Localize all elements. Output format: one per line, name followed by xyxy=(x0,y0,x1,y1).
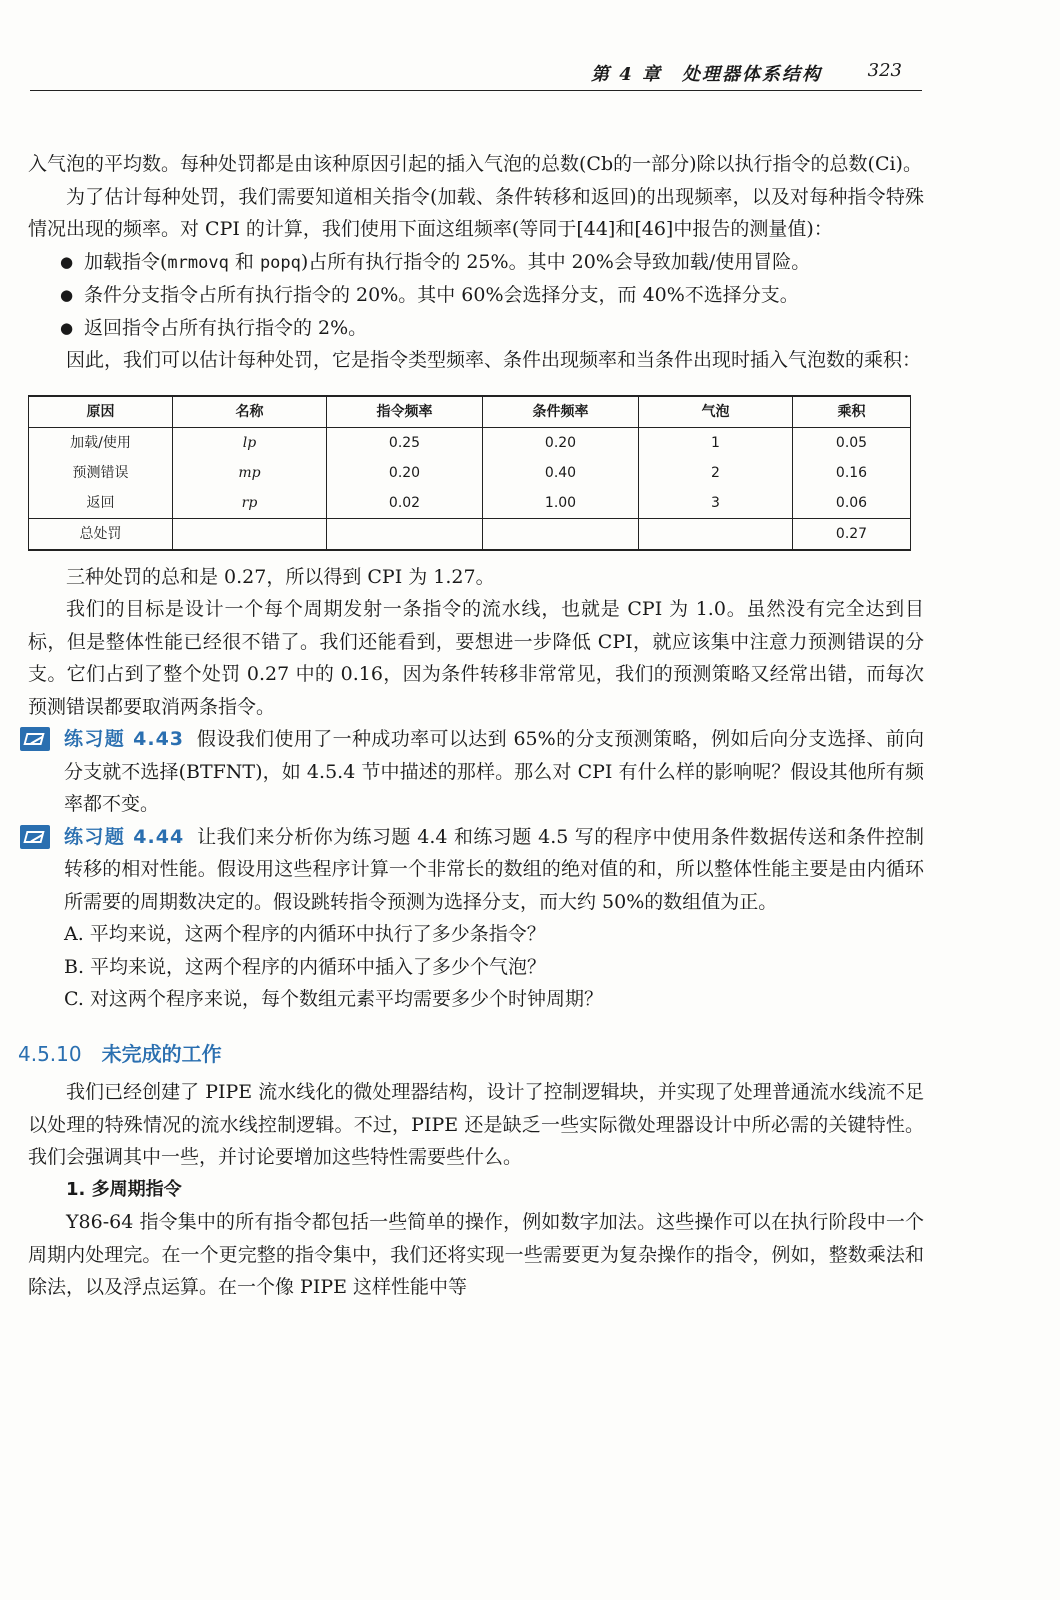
table-row xyxy=(29,427,911,458)
bullet-text: )占所有执行指令的 25%。其中 20%会导致加载/使用冒险。 xyxy=(300,250,811,273)
cell-cause: 预测错误 xyxy=(29,458,173,488)
cell-empty xyxy=(639,518,793,550)
penalty-table xyxy=(28,395,911,551)
page-body xyxy=(18,148,925,1304)
cell-cause: 返回 xyxy=(29,488,173,519)
cell-product: 0.05 xyxy=(793,427,911,458)
list-item xyxy=(28,312,924,345)
cell-cond-freq: 0.20 xyxy=(483,427,639,458)
cell-name: rp xyxy=(173,488,327,519)
col-header-cause: 原因 xyxy=(29,396,173,428)
code-popq: popq xyxy=(259,252,301,273)
exercise-label: 练习题 4.43 xyxy=(64,728,185,750)
table-row xyxy=(29,458,911,488)
frequency-list xyxy=(28,246,924,345)
page-number: 323 xyxy=(867,60,902,81)
exercise-icon xyxy=(20,825,50,849)
exercise-question-a: A. 平均来说，这两个程序的内循环中执行了多少条指令？ xyxy=(64,923,546,945)
list-item xyxy=(28,246,924,280)
paragraph-1: 入气泡的平均数。每种处罚都是由该种原因引起的插入气泡的总数(Cb的一部分)除以执行指令的总数(Ci)。 xyxy=(28,153,922,175)
col-header-bubbles: 气泡 xyxy=(639,396,793,428)
paragraph-5: 我们的目标是设计一个每个周期发射一条指令的流水线，也就是 CPI 为 1.0。虽然没有完全达到目标，但是整体性能已经很不错了。我们还能看到，要想进一步降低 CPI，就应该集中注意力预测错误的分支。它们占到了整个处罚 0.27 中的 0.16，因为条件转移非常常见，我们的预测策略又经常出错，而每次预测错误都要取消两条指令。 xyxy=(28,598,924,718)
section-number: 4.5.10 xyxy=(18,1041,82,1066)
cell-product: 0.16 xyxy=(793,458,911,488)
cell-instr-freq: 0.20 xyxy=(327,458,483,488)
exercise-4-43 xyxy=(28,723,924,821)
bullet-text: 返回指令占所有执行指令的 2%。 xyxy=(84,316,368,339)
exercise-question-b: B. 平均来说，这两个程序的内循环中插入了多少个气泡？ xyxy=(64,955,547,978)
cell-bubbles: 3 xyxy=(639,488,793,519)
list-item xyxy=(28,279,924,312)
cell-empty xyxy=(327,518,483,550)
paragraph-4: 三种处罚的总和是 0.27，所以得到 CPI 为 1.27。 xyxy=(66,565,495,588)
exercise-text: 让我们来分析你为练习题 4.4 和练习题 4.5 写的程序中使用条件数据传送和条件控制转移的相对性能。假设用这些程序计算一个非常长的数组的绝对值的和，所以整体性能主要是由内循环所需要的周期数决定的。假设跳转指令预测为选择分支，而大约 50%的数组值为正。 xyxy=(64,825,925,913)
col-header-cond-freq: 条件频率 xyxy=(483,396,639,428)
cell-bubbles: 1 xyxy=(639,427,793,458)
table-total-row xyxy=(29,518,911,550)
col-header-instr-freq: 指令频率 xyxy=(327,396,483,428)
cell-empty xyxy=(483,518,639,550)
cell-empty xyxy=(173,518,327,550)
cell-name: lp xyxy=(173,427,327,458)
cell-total-label: 总处罚 xyxy=(29,518,173,550)
col-header-name: 名称 xyxy=(173,396,327,428)
col-header-product: 乘积 xyxy=(793,396,911,428)
paragraph-2: 为了估计每种处罚，我们需要知道相关指令(加载、条件转移和返回)的出现频率，以及对每种指令特殊情况出现的频率。对 CPI 的计算，我们使用下面这组频率(等同于[44]和[46]中报告的测量值)： xyxy=(28,185,924,240)
code-mrmovq: mrmovq xyxy=(167,252,229,273)
paragraph-6: 我们已经创建了 PIPE 流水线化的微处理器结构，设计了控制逻辑块，并实现了处理普通流水线流不足以处理的特殊情况的流水线控制逻辑。不过，PIPE 还是缺乏一些实际微处理器设计中所必需的关键特性。我们会强调其中一些，并讨论要增加这些特性需要些什么。 xyxy=(28,1081,924,1168)
subsection-heading: 1. 多周期指令 xyxy=(66,1178,182,1200)
cell-bubbles: 2 xyxy=(639,458,793,488)
cell-cond-freq: 0.40 xyxy=(483,458,639,488)
cell-instr-freq: 0.02 xyxy=(327,488,483,519)
running-header xyxy=(30,58,922,91)
cell-cause: 加载/使用 xyxy=(29,427,173,458)
chapter-title: 第 4 章 处理器体系结构 xyxy=(590,64,822,85)
paragraph-7: Y86-64 指令集中的所有指令都包括一些简单的操作，例如数字加法。这些操作可以在执行阶段中一个周期内处理完。在一个更完整的指令集中，我们还将实现一些需要更为复杂操作的指令，例如，整数乘法和除法，以及浮点运算。在一个像 PIPE 这样性能中等 xyxy=(28,1211,924,1298)
section-heading xyxy=(18,1038,924,1071)
bullet-text: 加载指令( xyxy=(84,250,168,273)
table-header-row xyxy=(29,396,911,428)
cell-instr-freq: 0.25 xyxy=(327,427,483,458)
exercise-icon xyxy=(20,727,50,751)
paragraph-3: 因此，我们可以估计每种处罚，它是指令类型频率、条件出现频率和当条件出现时插入气泡数的乘积： xyxy=(66,349,922,371)
table-row xyxy=(29,488,911,519)
bullet-text: 条件分支指令占所有执行指令的 20%。其中 60%会选择分支，而 40%不选择分支。 xyxy=(84,284,799,306)
exercise-label: 练习题 4.44 xyxy=(64,825,185,848)
section-title: 未完成的工作 xyxy=(101,1041,222,1066)
exercise-4-44 xyxy=(28,821,924,919)
bullet-text: 和 xyxy=(228,250,260,273)
exercise-question-c: C. 对这两个程序来说，每个数组元素平均需要多少个时钟周期？ xyxy=(64,988,603,1010)
cell-total-value: 0.27 xyxy=(793,518,911,550)
cell-name: mp xyxy=(173,458,327,488)
cell-product: 0.06 xyxy=(793,488,911,519)
exercise-text: 假设我们使用了一种成功率可以达到 65%的分支预测策略，例如后向分支选择、前向分支就不选择(BTFNT)，如 4.5.4 节中描述的那样。那么对 CPI 有什么样的影响呢？假设其他所有频率都不变。 xyxy=(64,728,924,815)
cell-cond-freq: 1.00 xyxy=(483,488,639,519)
